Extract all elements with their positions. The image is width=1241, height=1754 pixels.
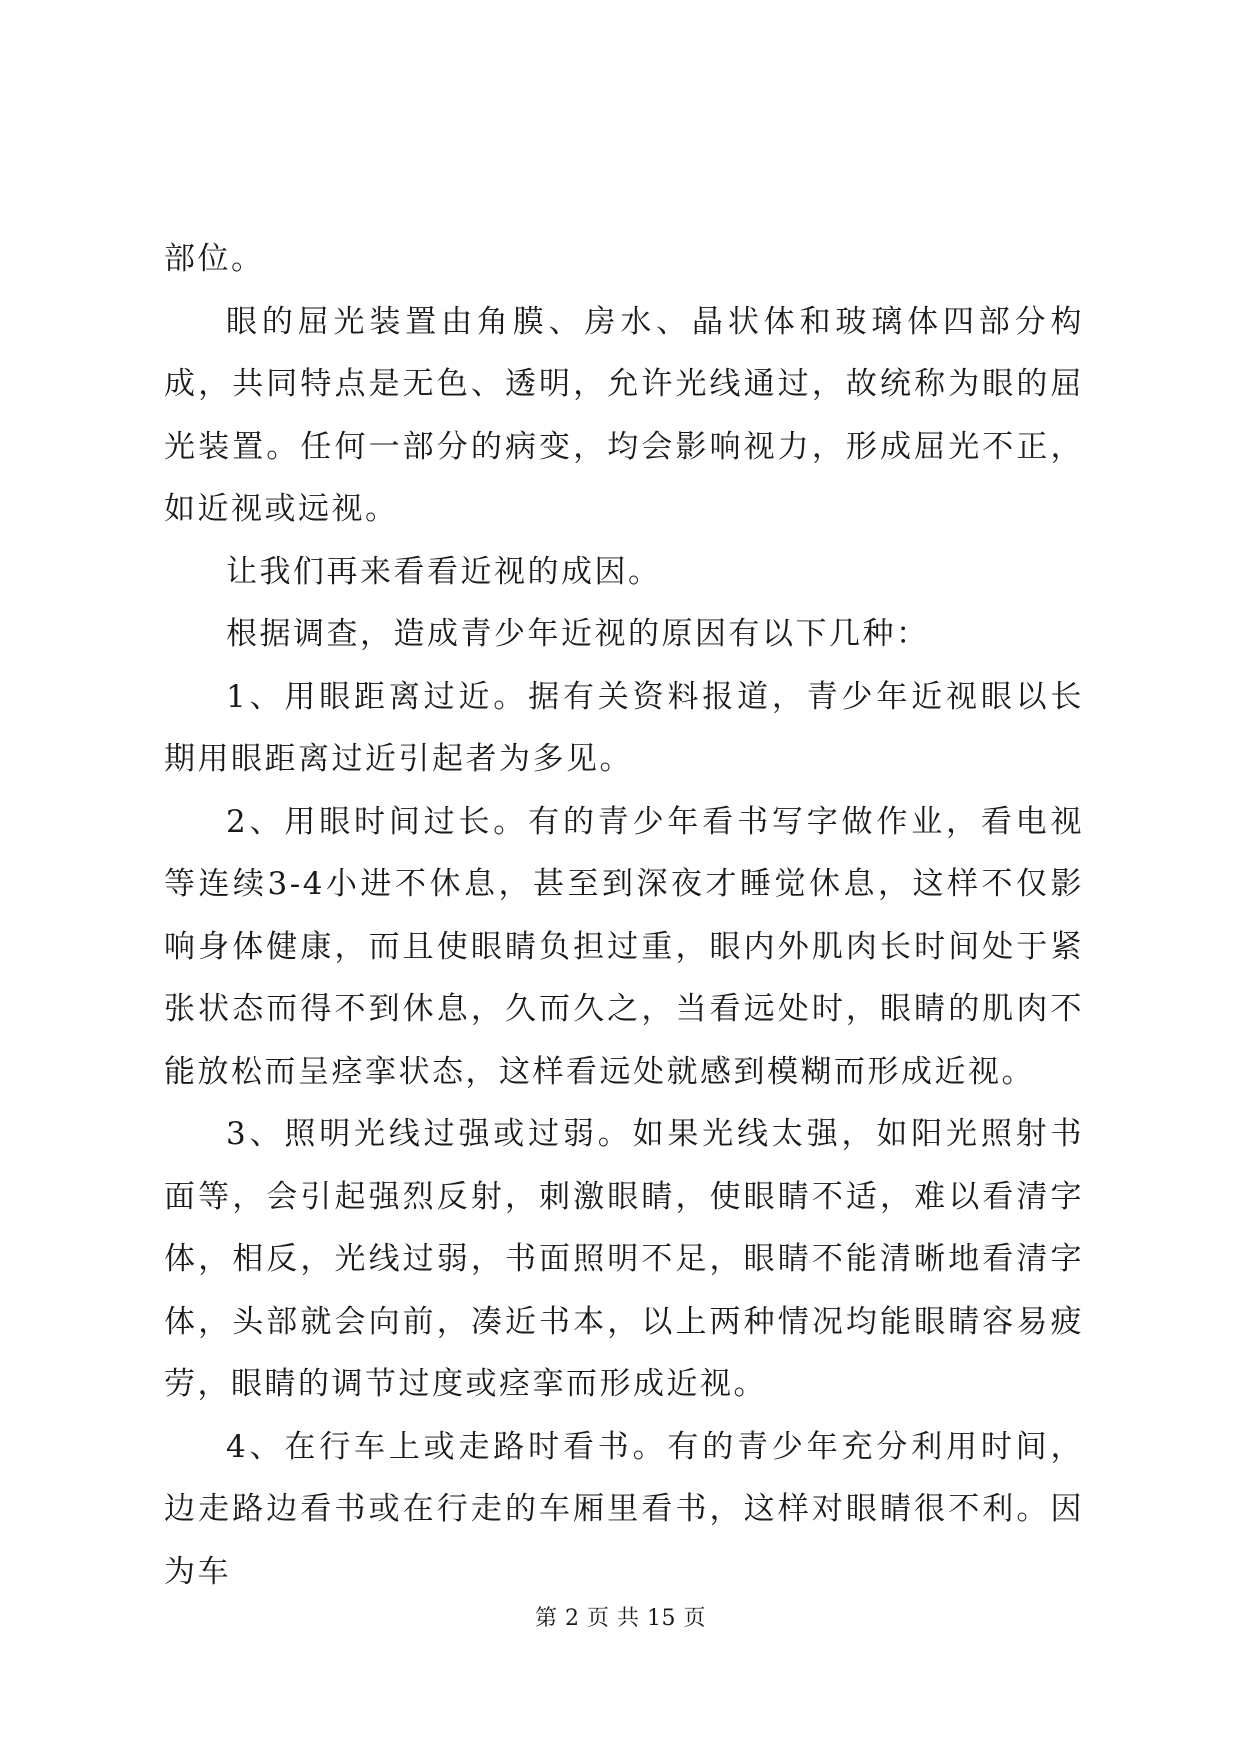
document-body [164, 228, 1084, 1603]
paragraph-5: 1、用眼距离过近。据有关资料报道，青少年近视眼以长期用眼距离过近引起者为多见。 [164, 678, 1084, 777]
paragraph-2: 眼的屈光装置由角膜、房水、晶状体和玻璃体四部分构成，共同特点是无色、透明，允许光线通过，故统称为眼的屈光装置。任何一部分的病变，均会影响视力，形成屈光不正，如近视或远视。 [164, 303, 1084, 527]
page-number-indicator: 第 2 页 共 15 页 [535, 1606, 706, 1631]
paragraph-3: 让我们再来看看近视的成因。 [226, 553, 662, 590]
paragraph-7: 3、照明光线过强或过弱。如果光线太强，如阳光照射书面等，会引起强烈反射，刺激眼睛，使眼睛不适，难以看清字体，相反，光线过弱，书面照明不足，眼睛不能清晰地看清字体，头部就会向前，凑近书本，以上两种情况均能眼睛容易疲劳，眼睛的调节过度或痉挛而形成近视。 [164, 1116, 1084, 1402]
paragraph-6: 2、用眼时间过长。有的青少年看书写字做作业，看电视等连续3-4小进不休息，甚至到深夜才睡觉休息，这样不仅影响身体健康，而且使眼睛负担过重，眼内外肌肉长时间处于紧张状态而得不到休息，久而久之，当看远处时，眼睛的肌肉不能放松而呈痉挛状态，这样看远处就感到模糊而形成近视。 [164, 803, 1084, 1090]
paragraph-1: 部位。 [164, 241, 265, 277]
paragraph-8: 4、在行车上或走路时看书。有的青少年充分利用时间，边走路边看书或在行走的车厢里看书，这样对眼睛很不利。因为车 [164, 1428, 1084, 1590]
paragraph-4: 根据调查，造成青少年近视的原因有以下几种： [226, 616, 930, 652]
page-footer [0, 1604, 1241, 1634]
